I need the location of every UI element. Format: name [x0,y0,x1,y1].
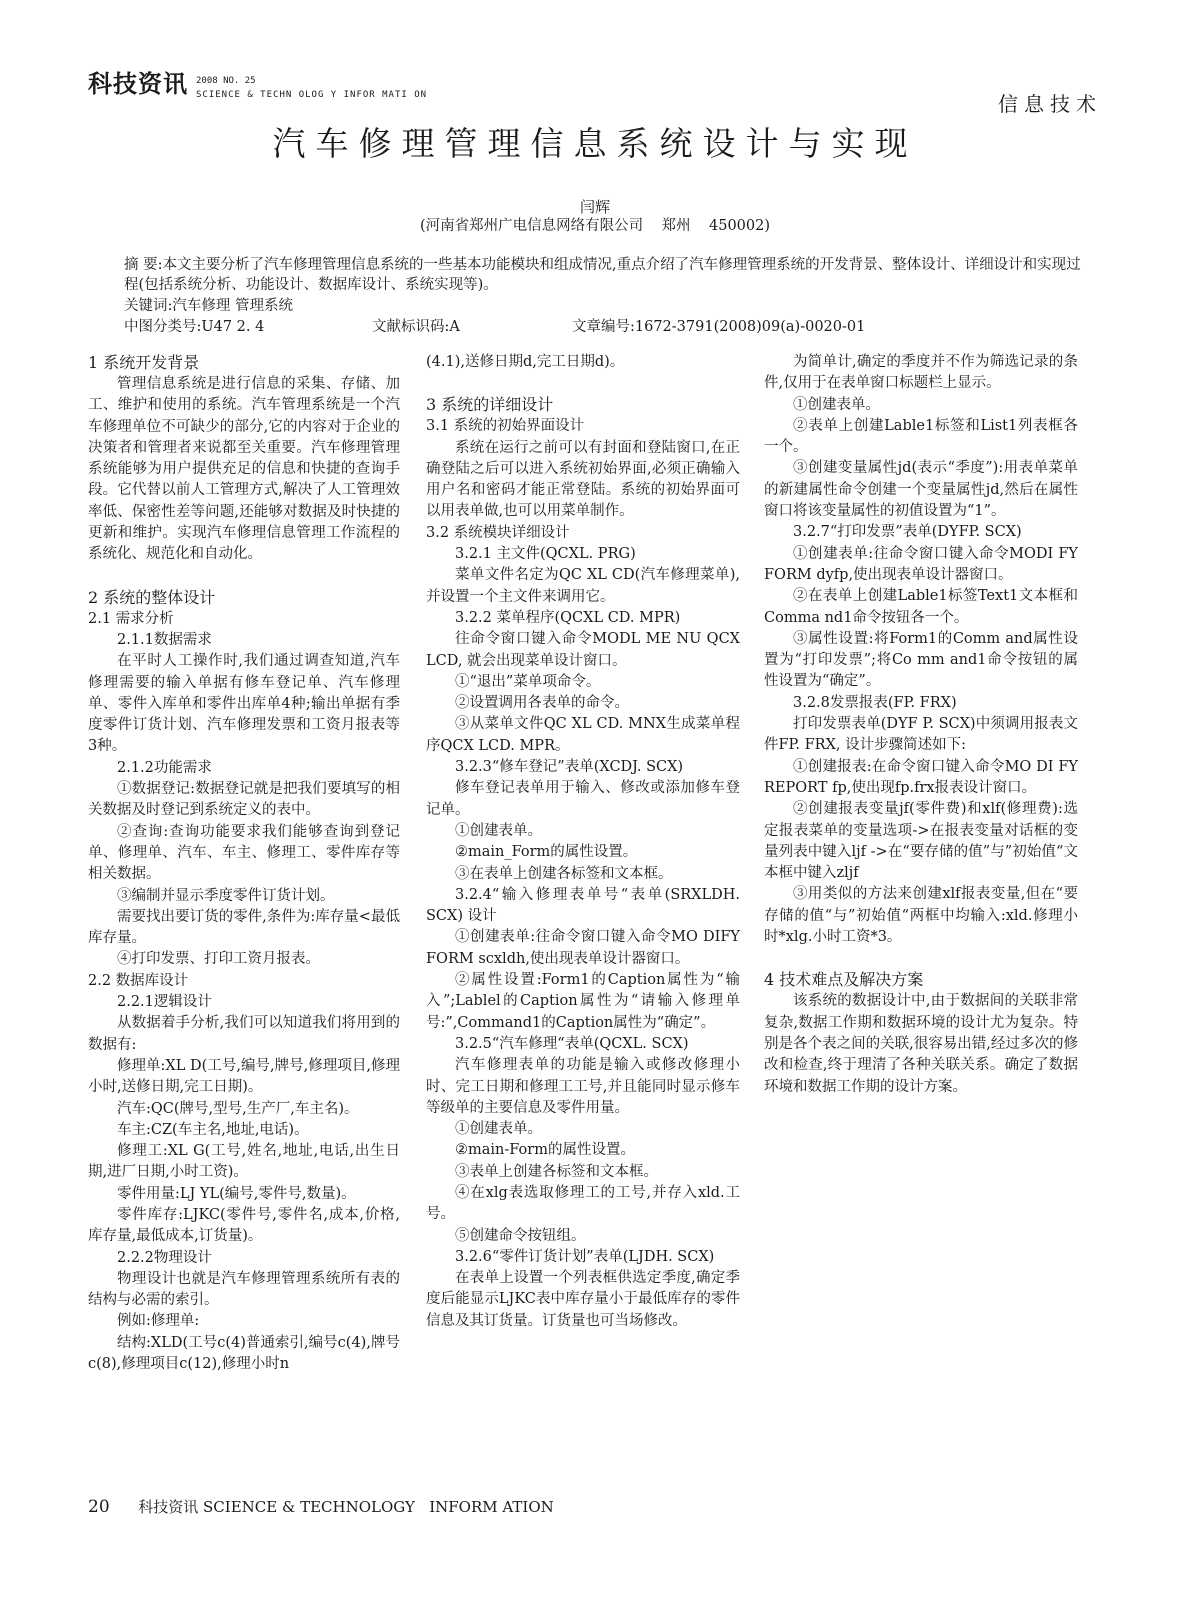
paragraph: ③用类似的方法来创建xlf报表变量,但在“要存储的值“与”初始值“两框中均输入:xld.修理小时*xlg.小时工资*3。 [764,886,1078,946]
clc-number: 中图分类号:U47 2. 4 [124,319,265,335]
paragraph: ②设置调用各表单的命令。 [455,695,629,712]
paragraph: ②创建报表变量jf(零件费)和xlf(修理费):选定报表菜单的变量选项->在报表变量对话框的变量列表中键入ljf ->在“要存储的值”与”初始值“文本框中键入zljf [764,801,1078,882]
journal-title-en: SCIENCE & TECHN OLOG Y INFOR MATI ON [196,90,428,100]
paragraph: 物理设计也就是汽车修理管理系统所有表的结构与必需的索引。 [88,1270,400,1309]
paragraph: 系统在运行之前可以有封面和登陆窗口,在正确登陆之后可以进入系统初始界面,必须正确输入用户名和密码才能正常登陆。系统的初始界面可以用表单做,也可以用菜单制作。 [426,439,740,520]
page-number: 20 [88,1497,110,1517]
subsection-heading: 3.2.8发票报表(FP. FRX) [793,694,957,711]
abstract: 摘 要:本文主要分析了汽车修理管理信息系统的一些基本功能模块和组成情况,重点介绍了汽车修理管理系统的开发背景、整体设计、详细设计和实现过程(包括系统分析、功能设计、数据库设计、系统实现等)。 [124,257,1081,293]
subsection-heading: 3.1 系统的初始界面设计 [426,418,585,435]
paragraph: ③在表单上创建各标签和文本框。 [455,865,673,882]
footer-journal: 科技资讯 SCIENCE & TECHNOLOGY INFORM ATION [138,1498,554,1516]
paragraph: ①创建表单。 [455,1121,542,1138]
subsection-heading: 3.2.1 主文件(QCXL. PRG) [455,546,636,563]
paragraph: 为简单计,确定的季度并不作为筛选记录的条件,仅用于在表单窗口标题栏上显示。 [764,354,1078,392]
subsection-heading: 3.2.5“汽车修理“表单(QCXL. SCX) [455,1035,689,1052]
paragraph: ②表单上创建Lable1标签和List1列表框各一个。 [764,417,1078,456]
subsection-heading: 3.2.4“输入修理表单号“表单(SRXLDH. SCX) 设计 [426,886,740,925]
subsection-heading: 2.1 需求分析 [88,610,174,627]
subsection-heading: 2.2.2物理设计 [117,1249,212,1266]
paragraph: ①创建表单。 [793,396,880,413]
subsection-heading: 2.2.1逻辑设计 [117,994,212,1011]
paragraph: 该系统的数据设计中,由于数据间的关联非常复杂,数据工作期和数据环境的设计尤为复杂。特别是各个表之间的关联,很容易出错,经过多次的修改和检查,终于理清了各种关联关系。确定了数据环境和数据工作期的设计方案。 [764,993,1078,1095]
section-tag: 信息技术 [998,92,1102,116]
paragraph: ②在表单上创建Lable1标签Text1文本框和Comma nd1命令按钮各一个。 [764,588,1078,626]
paragraph: ①创建表单。 [455,822,542,839]
column-1 [88,352,400,1375]
document-code: 文献标识码:A [372,319,460,335]
paragraph: ①创建表单:往命令窗口键入命令MODI FY FORM dyfp,使出现表单设计器窗口。 [764,545,1078,583]
paragraph: ②属性设置:Form1的Caption属性为“输入”;Lablel的Caption属性为“请输入修理单号:”,Command1的Caption属性为“确定”。 [426,972,740,1031]
keywords: 关键词:汽车修理 管理系统 [124,298,293,314]
subsection-heading: 2.1.1数据需求 [117,631,212,648]
article-number: 文章编号:1672-3791(2008)09(a)-0020-01 [572,319,866,335]
paragraph: 零件库存:LJKC(零件号,零件名,成本,价格,库存量,最低成本,订货量)。 [88,1206,400,1245]
column-2 [426,352,740,1332]
subsection-heading: 3.2.6“零件订货计划”表单(LJDH. SCX) [455,1248,715,1265]
paragraph: 修理工:XL G(工号,姓名,地址,电话,出生日期,进厂日期,小时工资)。 [88,1143,400,1181]
paragraph: 修理单:XL D(工号,编号,牌号,修理项目,修理小时,送修日期,完工日期)。 [88,1057,400,1096]
paragraph: 汽车修理表单的功能是输入或修改修理小时、完工日期和修理工工号,并且能同时显示修车等级单的主要信息及零件用量。 [426,1057,740,1116]
paragraph: 在表单上设置一个列表框供选定季度,确定季度后能显示LJKC表中库存量小于最低库存的零件信息及其订货量。订货量也可当场修改。 [426,1270,740,1329]
paragraph: 打印发票表单(DYF P. SCX)中须调用报表文件FP. FRX, 设计步骤简述如下: [764,716,1078,754]
paragraph: 结构:XLD(工号c(4)普通索引,编号c(4),牌号c(8),修理项目c(12),修理小时n [88,1334,400,1373]
column-3 [764,352,1078,1098]
paragraph: ④打印发票、打印工资月报表。 [117,951,320,968]
paragraph: ⑤创建命令按钮组。 [455,1227,586,1244]
subsection-heading: 2.1.2功能需求 [117,759,212,776]
paragraph: 零件用量:LJ YL(编号,零件号,数量)。 [117,1185,356,1202]
subsection-heading: 2.2 数据库设计 [88,972,189,989]
subsection-heading: 3.2 系统模块详细设计 [426,524,570,541]
paragraph: 车主:CZ(车主名,地址,电话)。 [117,1121,309,1138]
paragraph: (4.1),送修日期d,完工日期d)。 [426,354,625,370]
affiliation: (河南省郑州广电信息网络有限公司 郑州 450002) [419,218,771,234]
paragraph: ②查询:查询功能要求我们能够查询到登记单、修理单、汽车、车主、修理工、零件库存等相关数据。 [88,823,400,883]
paragraph: ①创建报表:在命令窗口键入命令MO DI FY REPORT fp,使出现fp.frx报表设计窗口。 [764,758,1078,796]
section-heading: 4 技术难点及解决方案 [764,970,924,990]
paragraph: 例如:修理单: [117,1313,200,1330]
article-title: 汽车修理管理信息系统设计与实现 [272,124,918,163]
subsection-heading: 3.2.7“打印发票”表单(DYFP. SCX) [793,524,1022,541]
paragraph: ①创建表单:往命令窗口键入命令MO DIFY FORM scxldh,使出现表单设计器窗口。 [426,929,740,967]
paragraph: ②main_Form的属性设置。 [455,844,638,861]
paragraph: ①数据登记:数据登记就是把我们要填写的相关数据及时登记到系统定义的表中。 [88,781,400,819]
paragraph: 从数据着手分析,我们可以知道我们将用到的数据有: [88,1015,400,1053]
paragraph: ④在xlg表选取修理工的工号,并存入xld.工号。 [426,1184,740,1223]
paragraph: 菜单文件名定为QC XL CD(汽车修理菜单),并设置一个主文件来调用它。 [426,567,740,605]
section-heading: 1 系统开发背景 [88,353,200,372]
paragraph: ③属性设置:将Form1的Comm and属性设置为“打印发票”;将Co mm and1命令按钮的属性设置为“确定”。 [764,630,1078,690]
paragraph: 需要找出要订货的零件,条件为:库存量<最低库存量。 [88,908,400,947]
page-footer [88,1496,554,1517]
paragraph: 修车登记表单用于输入、修改或添加修车登记单。 [426,780,740,818]
paragraph: ③从菜单文件QC XL CD. MNX生成菜单程序QCX LCD. MPR。 [426,716,740,754]
subsection-heading: 3.2.3“修车登记”表单(XCDJ. SCX) [455,759,684,776]
paragraph: ③表单上创建各标签和文本框。 [455,1163,658,1180]
section-heading: 3 系统的详细设计 [426,395,554,415]
classification-row [124,317,1084,337]
paragraph: ②main-Form的属性设置。 [455,1142,635,1159]
paragraph: 在平时人工操作时,我们通过调查知道,汽车修理需要的输入单据有修车登记单、汽车修理单、零件入库单和零件出库单4种;输出单据有季度零件订货计划、汽车修理发票和工资月报表等3种。 [88,653,400,755]
subsection-heading: 3.2.2 菜单程序(QCXL CD. MPR) [455,609,681,626]
paragraph: ③编制并显示季度零件订货计划。 [117,887,335,904]
author: 闫辉 [579,198,610,216]
paragraph: 管理信息系统是进行信息的采集、存储、加工、维护和使用的系统。汽车管理系统是一个汽车修理单位不可缺少的部分,它的内容对于企业的决策者和管理者来说都至关重要。汽车修理管理系统能够为用户提供充足的信息和快捷的查询手段。它代替以前人工管理方式,解决了人工管理效率低、保密性差等问题,还能够对数据及时快捷的更新和维护。实现汽车修理信息管理工作流程的系统化、规范化和自动化。 [88,376,400,563]
paragraph: 汽车:QC(牌号,型号,生产厂,车主名)。 [117,1100,359,1117]
paragraph: ①“退出”菜单项命令。 [455,673,601,690]
paragraph: 往命令窗口键入命令MODL ME NU QCX LCD, 就会出现菜单设计窗口。 [426,631,740,669]
journal-issue: 2008 NO. 25 [196,76,256,86]
section-heading: 2 系统的整体设计 [88,587,216,607]
paragraph: ③创建变量属性jd(表示“季度”):用表单菜单的新建属性命令创建一个变量属性jd,然后在属性窗口将该变量属性的初值设置为“1”。 [764,460,1078,520]
journal-title-cn: 科技资讯 [88,69,188,98]
